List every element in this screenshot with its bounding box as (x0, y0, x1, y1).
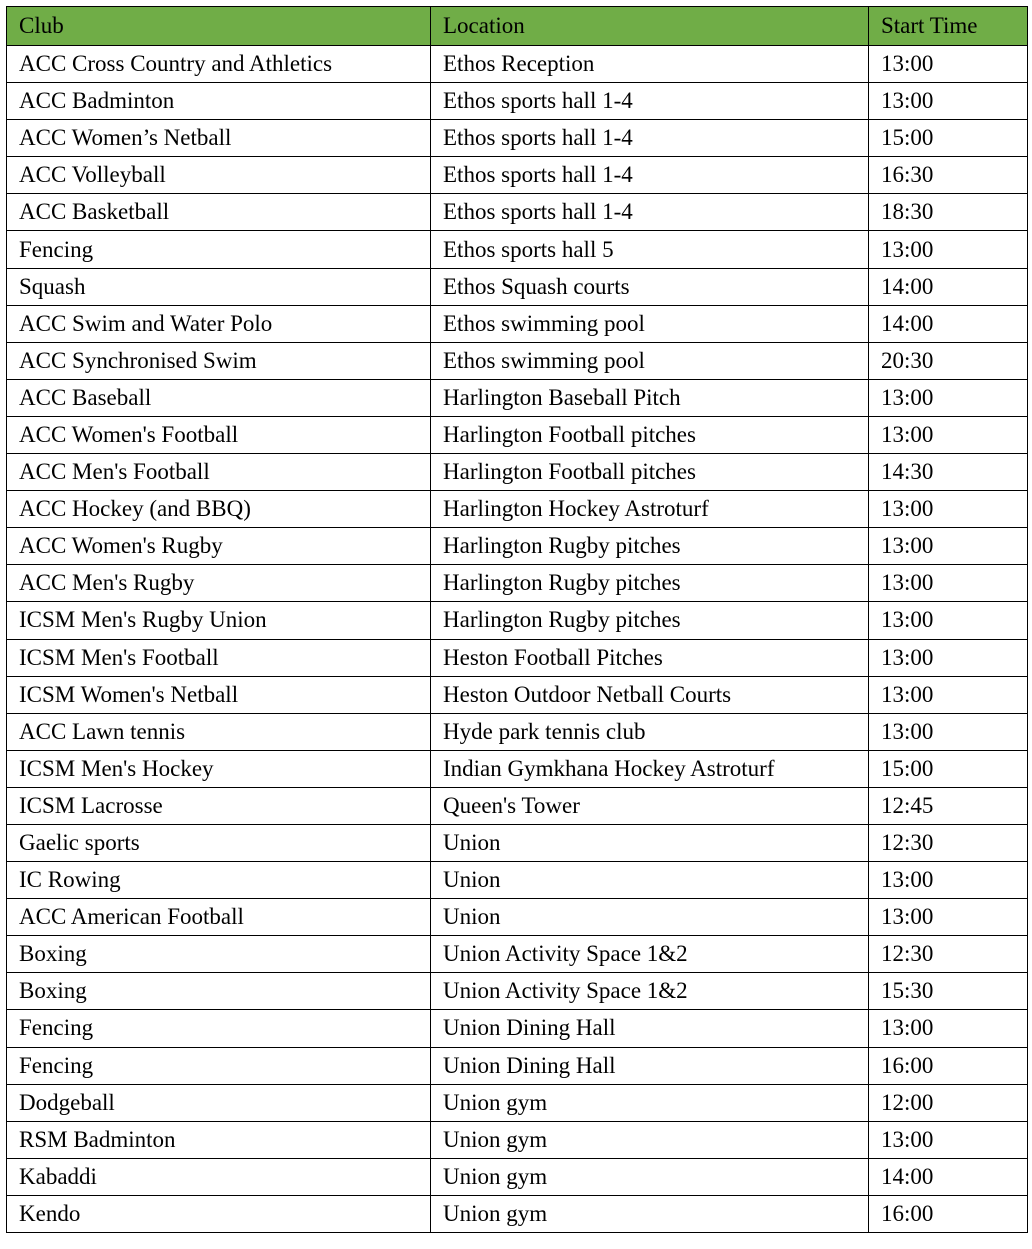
start-time-cell: 18:30 (869, 194, 1028, 231)
club-cell: ACC Lawn tennis (7, 713, 431, 750)
table-row (7, 231, 1028, 268)
club-cell: ACC Baseball (7, 379, 431, 416)
start-time-cell: 14:00 (869, 1158, 1028, 1195)
location-cell: Union (431, 899, 869, 936)
club-cell: ACC Men's Rugby (7, 565, 431, 602)
table-row (7, 305, 1028, 342)
location-cell: Harlington Football pitches (431, 416, 869, 453)
start-time-cell: 13:00 (869, 602, 1028, 639)
start-time-cell: 16:00 (869, 1047, 1028, 1084)
table-row (7, 639, 1028, 676)
location-cell: Ethos sports hall 1-4 (431, 120, 869, 157)
table-row (7, 750, 1028, 787)
location-cell: Union Activity Space 1&2 (431, 936, 869, 973)
table-row (7, 824, 1028, 861)
start-time-cell: 12:00 (869, 1084, 1028, 1121)
location-cell: Union (431, 862, 869, 899)
club-cell: ICSM Men's Rugby Union (7, 602, 431, 639)
club-cell: ICSM Men's Hockey (7, 750, 431, 787)
table-row (7, 713, 1028, 750)
start-time-cell: 16:30 (869, 157, 1028, 194)
location-cell: Ethos swimming pool (431, 305, 869, 342)
table-row (7, 862, 1028, 899)
club-cell: ICSM Men's Football (7, 639, 431, 676)
start-time-cell: 13:00 (869, 1121, 1028, 1158)
start-time-cell: 15:30 (869, 973, 1028, 1010)
club-cell: ACC Volleyball (7, 157, 431, 194)
location-cell: Harlington Football pitches (431, 454, 869, 491)
start-time-cell: 13:00 (869, 639, 1028, 676)
location-cell: Harlington Rugby pitches (431, 565, 869, 602)
location-cell: Ethos Squash courts (431, 268, 869, 305)
location-cell: Union Dining Hall (431, 1010, 869, 1047)
table-row (7, 342, 1028, 379)
club-cell: Boxing (7, 936, 431, 973)
club-cell: ICSM Lacrosse (7, 787, 431, 824)
location-cell: Hyde park tennis club (431, 713, 869, 750)
header-start-time: Start Time (869, 7, 1028, 46)
club-cell: RSM Badminton (7, 1121, 431, 1158)
club-cell: ACC Hockey (and BBQ) (7, 491, 431, 528)
location-cell: Indian Gymkhana Hockey Astroturf (431, 750, 869, 787)
location-cell: Ethos swimming pool (431, 342, 869, 379)
start-time-cell: 13:00 (869, 528, 1028, 565)
club-cell: Dodgeball (7, 1084, 431, 1121)
table-row (7, 157, 1028, 194)
table-row (7, 1121, 1028, 1158)
location-cell: Heston Football Pitches (431, 639, 869, 676)
start-time-cell: 14:30 (869, 454, 1028, 491)
start-time-cell: 12:30 (869, 824, 1028, 861)
table-row (7, 454, 1028, 491)
club-cell: ACC Basketball (7, 194, 431, 231)
club-cell: ICSM Women's Netball (7, 676, 431, 713)
table-row (7, 1047, 1028, 1084)
start-time-cell: 13:00 (869, 1010, 1028, 1047)
table-row (7, 1158, 1028, 1195)
location-cell: Union gym (431, 1195, 869, 1232)
club-cell: Boxing (7, 973, 431, 1010)
start-time-cell: 13:00 (869, 416, 1028, 453)
header-club: Club (7, 7, 431, 46)
club-cell: ACC Women's Football (7, 416, 431, 453)
start-time-cell: 13:00 (869, 46, 1028, 83)
table-row (7, 1010, 1028, 1047)
table-row (7, 565, 1028, 602)
table-row (7, 416, 1028, 453)
table-row (7, 528, 1028, 565)
table-row (7, 899, 1028, 936)
location-cell: Union gym (431, 1084, 869, 1121)
table-row (7, 120, 1028, 157)
start-time-cell: 16:00 (869, 1195, 1028, 1232)
start-time-cell: 13:00 (869, 83, 1028, 120)
table-row (7, 787, 1028, 824)
club-cell: Squash (7, 268, 431, 305)
club-cell: ACC Women’s Netball (7, 120, 431, 157)
club-cell: IC Rowing (7, 862, 431, 899)
location-cell: Union gym (431, 1121, 869, 1158)
table-row (7, 491, 1028, 528)
club-cell: Fencing (7, 231, 431, 268)
location-cell: Harlington Rugby pitches (431, 528, 869, 565)
start-time-cell: 14:00 (869, 268, 1028, 305)
start-time-cell: 13:00 (869, 676, 1028, 713)
club-cell: ACC Cross Country and Athletics (7, 46, 431, 83)
club-schedule-table (6, 6, 1028, 1233)
start-time-cell: 13:00 (869, 231, 1028, 268)
start-time-cell: 15:00 (869, 750, 1028, 787)
club-cell: ACC Women's Rugby (7, 528, 431, 565)
location-cell: Union gym (431, 1158, 869, 1195)
club-cell: Fencing (7, 1010, 431, 1047)
club-cell: Gaelic sports (7, 824, 431, 861)
location-cell: Ethos Reception (431, 46, 869, 83)
header-row (7, 7, 1028, 46)
club-cell: ACC Synchronised Swim (7, 342, 431, 379)
club-cell: ACC American Football (7, 899, 431, 936)
table-row (7, 83, 1028, 120)
table-row (7, 936, 1028, 973)
start-time-cell: 13:00 (869, 862, 1028, 899)
club-cell: ACC Badminton (7, 83, 431, 120)
start-time-cell: 15:00 (869, 120, 1028, 157)
location-cell: Union Activity Space 1&2 (431, 973, 869, 1010)
start-time-cell: 14:00 (869, 305, 1028, 342)
header-location: Location (431, 7, 869, 46)
start-time-cell: 13:00 (869, 565, 1028, 602)
location-cell: Harlington Baseball Pitch (431, 379, 869, 416)
table-row (7, 194, 1028, 231)
location-cell: Ethos sports hall 1-4 (431, 83, 869, 120)
start-time-cell: 13:00 (869, 713, 1028, 750)
club-cell: ACC Men's Football (7, 454, 431, 491)
table-row (7, 676, 1028, 713)
location-cell: Union Dining Hall (431, 1047, 869, 1084)
start-time-cell: 13:00 (869, 379, 1028, 416)
table-row (7, 973, 1028, 1010)
location-cell: Ethos sports hall 1-4 (431, 194, 869, 231)
start-time-cell: 20:30 (869, 342, 1028, 379)
club-cell: Kendo (7, 1195, 431, 1232)
start-time-cell: 12:45 (869, 787, 1028, 824)
table-row (7, 46, 1028, 83)
table-body (7, 46, 1028, 1233)
club-cell: ACC Swim and Water Polo (7, 305, 431, 342)
table-row (7, 1195, 1028, 1232)
location-cell: Queen's Tower (431, 787, 869, 824)
club-cell: Fencing (7, 1047, 431, 1084)
location-cell: Heston Outdoor Netball Courts (431, 676, 869, 713)
location-cell: Harlington Hockey Astroturf (431, 491, 869, 528)
location-cell: Harlington Rugby pitches (431, 602, 869, 639)
table-row (7, 379, 1028, 416)
club-cell: Kabaddi (7, 1158, 431, 1195)
start-time-cell: 13:00 (869, 491, 1028, 528)
table-row (7, 602, 1028, 639)
location-cell: Union (431, 824, 869, 861)
start-time-cell: 13:00 (869, 899, 1028, 936)
location-cell: Ethos sports hall 1-4 (431, 157, 869, 194)
start-time-cell: 12:30 (869, 936, 1028, 973)
table-row (7, 268, 1028, 305)
location-cell: Ethos sports hall 5 (431, 231, 869, 268)
table-row (7, 1084, 1028, 1121)
